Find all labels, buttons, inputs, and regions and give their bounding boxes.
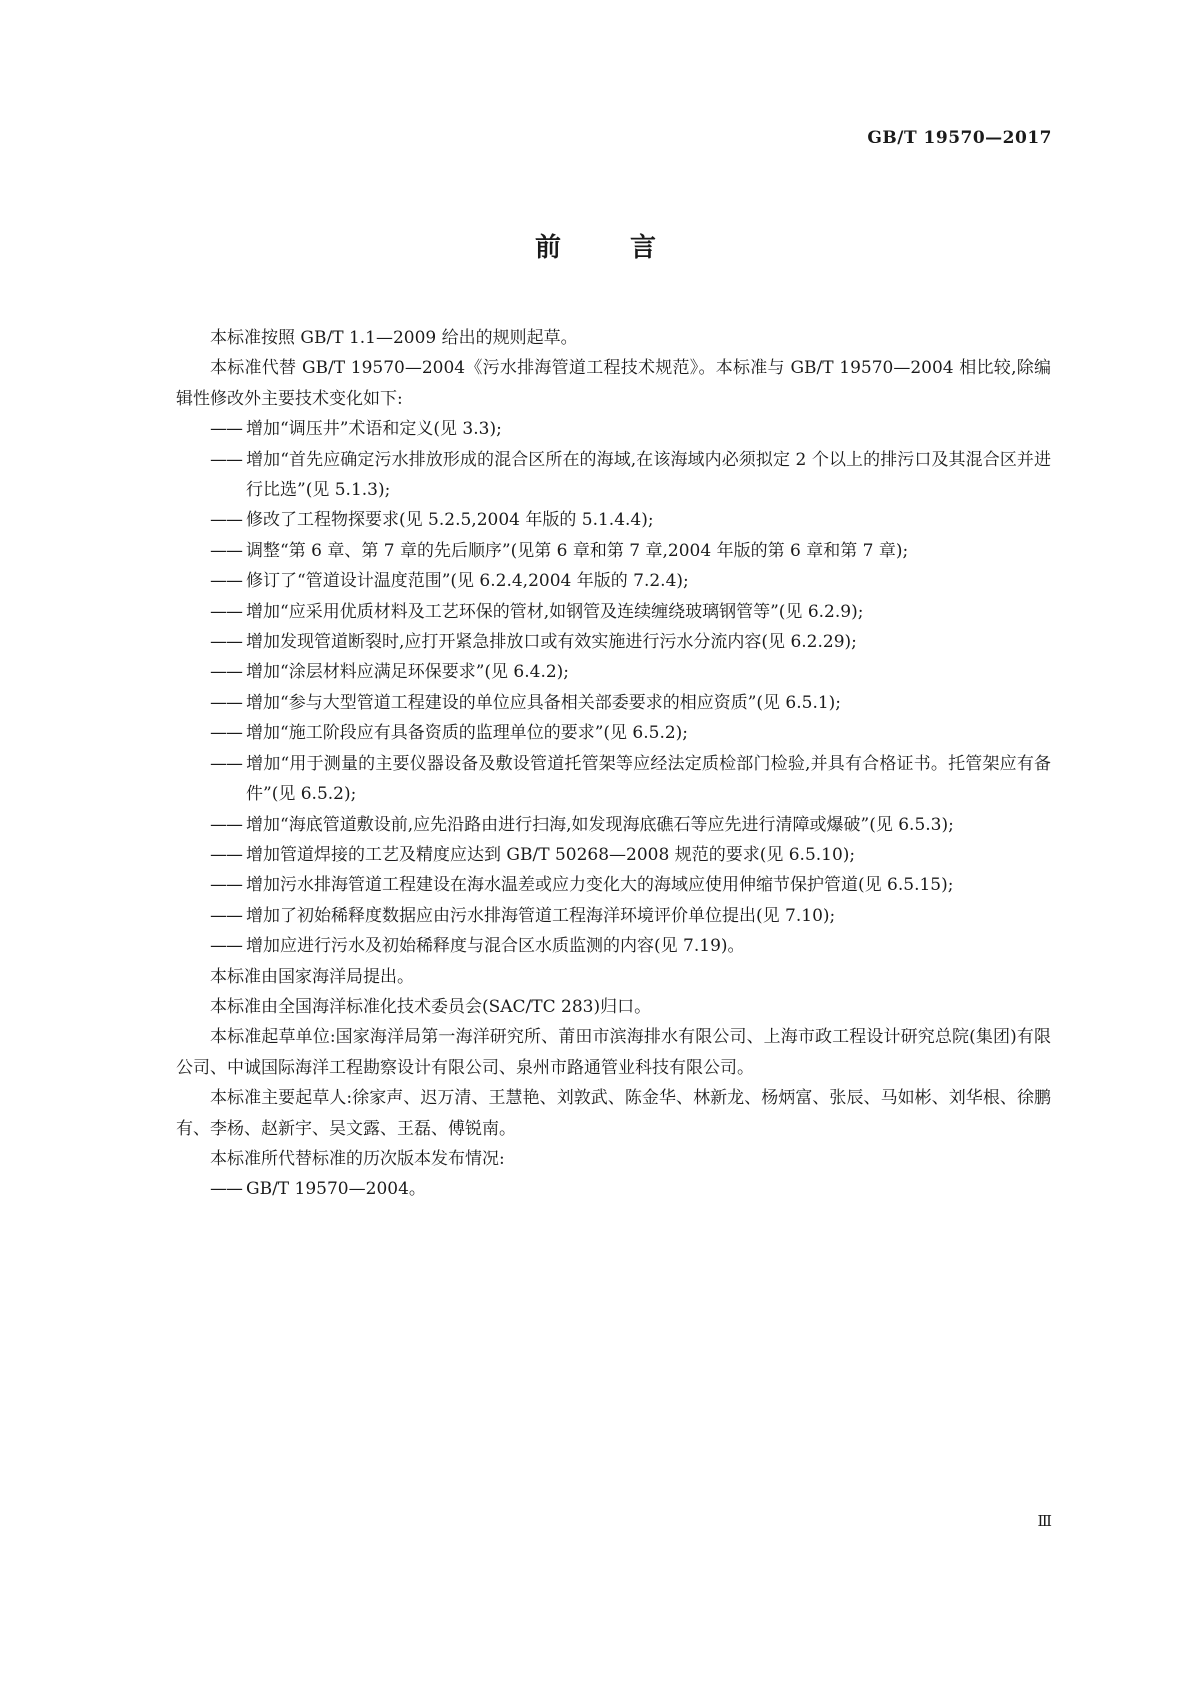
- list-item-text: 增加了初始稀释度数据应由污水排海管道工程海洋环境评价单位提出(见 7.10);: [246, 905, 836, 926]
- list-item-text: 增加“用于测量的主要仪器设备及敷设管道托管架等应经法定质检部门检验,并具有合格证书。托管架应有备件”(见 6.5.2);: [246, 753, 1051, 805]
- paragraph-drafting-rules: 本标准按照 GB/T 1.1—2009 给出的规则起草。: [210, 328, 578, 348]
- list-item-text: 增加应进行污水及初始稀释度与混合区水质监测的内容(见 7.19)。: [246, 936, 745, 957]
- list-item-text: 修订了“管道设计温度范围”(见 6.2.4,2004 年版的 7.2.4);: [246, 571, 689, 592]
- dash-marker: ——: [210, 632, 242, 653]
- dash-marker: ——: [210, 662, 242, 683]
- list-item-text: 增加发现管道断裂时,应打开紧急排放口或有效实施进行污水分流内容(见 6.2.29);: [246, 632, 857, 653]
- list-item: [210, 840, 1051, 870]
- list-item: [210, 1174, 1051, 1204]
- list-item: [210, 505, 1051, 535]
- history-list: [176, 1174, 1051, 1204]
- list-item: [210, 810, 1051, 840]
- paragraph-replacement: 本标准代替 GB/T 19570—2004《污水排海管道工程技术规范》。本标准与 GB/T 19570—2004 相比较,除编辑性修改外主要技术变化如下:: [176, 358, 1051, 409]
- changes-list: [176, 414, 1051, 961]
- list-item: [210, 931, 1051, 961]
- dash-marker: ——: [210, 419, 242, 440]
- dash-marker: ——: [210, 814, 242, 835]
- page-title: 前 言: [534, 233, 687, 263]
- list-item-text: GB/T 19570—2004。: [246, 1179, 426, 1200]
- dash-marker: ——: [210, 875, 242, 896]
- list-item: [210, 749, 1051, 810]
- list-item-text: 增加“参与大型管道工程建设的单位应具备相关部委要求的相应资质”(见 6.5.1);: [246, 692, 842, 713]
- document-code: GB/T 19570—2017: [867, 128, 1052, 148]
- paragraph-administrator: 本标准由全国海洋标准化技术委员会(SAC/TC 283)归口。: [210, 996, 652, 1017]
- list-item-text: 修改了工程物探要求(见 5.2.5,2004 年版的 5.1.4.4);: [246, 510, 654, 531]
- list-item-text: 增加“涂层材料应满足环保要求”(见 6.4.2);: [246, 662, 570, 683]
- list-item-text: 增加管道焊接的工艺及精度应达到 GB/T 50268—2008 规范的要求(见 6.5.10);: [246, 844, 856, 865]
- dash-marker: ——: [210, 692, 242, 713]
- list-item: [210, 870, 1051, 900]
- list-item: [210, 536, 1051, 566]
- list-item-text: 增加“调压井”术语和定义(见 3.3);: [246, 419, 502, 440]
- list-item: [210, 597, 1051, 627]
- page-number: Ⅲ: [1037, 1512, 1052, 1530]
- list-item: [210, 688, 1051, 718]
- dash-marker: ——: [210, 540, 242, 561]
- dash-marker: ——: [210, 571, 242, 592]
- list-item-text: 增加“首先应确定污水排放形成的混合区所在的海域,在该海域内必须拟定 2 个以上的排污口及其混合区并进行比选”(见 5.1.3);: [246, 449, 1051, 501]
- dash-marker: ——: [210, 1179, 242, 1200]
- dash-marker: ——: [210, 905, 242, 926]
- dash-marker: ——: [210, 449, 242, 470]
- list-item-text: 调整“第 6 章、第 7 章的先后顺序”(见第 6 章和第 7 章,2004 年版的第 6 章和第 7 章);: [246, 540, 909, 561]
- list-item-text: 增加“海底管道敷设前,应先沿路由进行扫海,如发现海底礁石等应先进行清障或爆破”(见 6.5.3);: [246, 814, 954, 835]
- list-item: [210, 566, 1051, 596]
- dash-marker: ——: [210, 844, 242, 865]
- dash-marker: ——: [210, 510, 242, 531]
- paragraph-drafters: 本标准主要起草人:徐家声、迟万清、王慧艳、刘敦武、陈金华、林新龙、杨炳富、张辰、马如彬、刘华根、徐鹏有、李杨、赵新宇、吴文露、王磊、傅锐南。: [176, 1088, 1051, 1139]
- list-item: [210, 718, 1051, 748]
- list-item: [210, 901, 1051, 931]
- list-item: [210, 657, 1051, 687]
- dash-marker: ——: [210, 936, 242, 957]
- list-item: [210, 445, 1051, 506]
- list-item-text: 增加“应采用优质材料及工艺环保的管材,如钢管及连续缠绕玻璃钢管等”(见 6.2.9);: [246, 601, 864, 622]
- paragraph-history-intro: 本标准所代替标准的历次版本发布情况:: [210, 1148, 505, 1169]
- dash-marker: ——: [210, 753, 242, 774]
- dash-marker: ——: [210, 723, 242, 744]
- paragraph-drafting-units: 本标准起草单位:国家海洋局第一海洋研究所、莆田市滨海排水有限公司、上海市政工程设计研究总院(集团)有限公司、中诚国际海洋工程勘察设计有限公司、泉州市路通管业科技有限公司。: [176, 1027, 1051, 1078]
- list-item-text: 增加污水排海管道工程建设在海水温差或应力变化大的海域应使用伸缩节保护管道(见 6.5.15);: [246, 875, 954, 896]
- paragraph-proposer: 本标准由国家海洋局提出。: [210, 966, 414, 987]
- foreword-body: [176, 323, 1051, 1205]
- dash-marker: ——: [210, 601, 242, 622]
- list-item: [210, 414, 1051, 444]
- list-item-text: 增加“施工阶段应有具备资质的监理单位的要求”(见 6.5.2);: [246, 723, 689, 744]
- list-item: [210, 627, 1051, 657]
